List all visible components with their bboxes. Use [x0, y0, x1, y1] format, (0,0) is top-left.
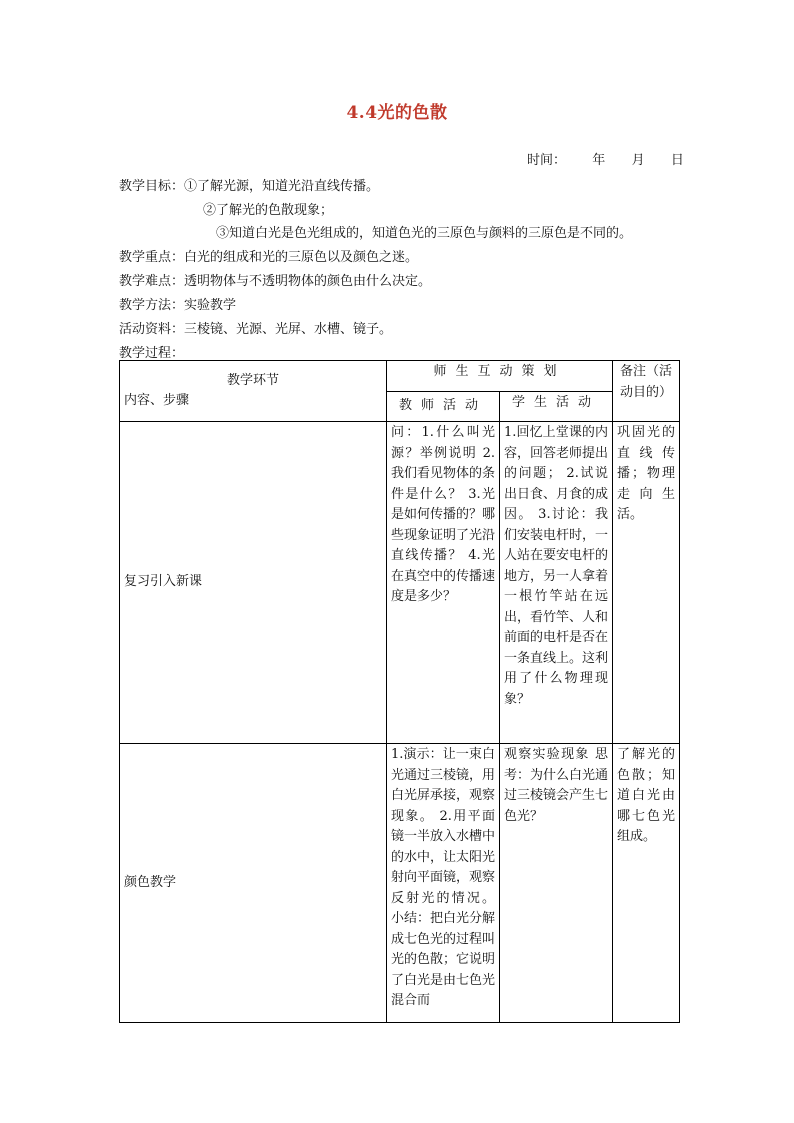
stage-cell: 颜色教学: [120, 744, 387, 1023]
remark-cell: 了解光的色散；知道白光由哪七色光组成。: [613, 744, 680, 1023]
teacher-header: 教师活动: [387, 391, 500, 422]
student-activity-cell: 1.回忆上堂课的内容，回答老师提出的问题； 2.试说出日食、月食的成因。 3.讨论：我们安装电杆时，一人站在要安电杆的地方，另一人拿着一根竹竿站在远出，看竹竿、人和前面的电杆是否在一条直线上。这利用了什么物理现象？: [500, 422, 613, 744]
difficulty-label: 教学难点：: [119, 274, 185, 289]
date-day: 日: [670, 153, 684, 168]
remark-header: 备注（活动目的）: [613, 361, 680, 422]
materials-label: 活动资料：: [119, 322, 185, 337]
interaction-header: 师生互动策划: [387, 361, 613, 392]
key-point-text: 白光的组成和光的三原色以及颜色之迷。: [184, 250, 419, 265]
date-label: 时间：: [527, 153, 567, 168]
table-row: [120, 744, 680, 1023]
key-point-label: 教学重点：: [119, 250, 185, 265]
student-header: 学生活动: [500, 391, 613, 422]
stage-header-cell: [120, 361, 387, 422]
method-label: 教学方法：: [119, 298, 185, 313]
date-line: [527, 149, 684, 168]
page-title: 4.4光的色散: [346, 103, 448, 123]
goal-item-2: ②了解光的色散现象；: [203, 203, 334, 218]
method-text: 实验教学: [184, 298, 237, 313]
stage-header-line-1: 教学环节: [226, 372, 279, 388]
process-label: 教学过程：: [119, 346, 185, 361]
teacher-activity-cell: 1.演示：让一束白光通过三棱镜，用白光屏承接，观察现象。 2.用平面镜一半放入水槽中的水中，让太阳光射向平面镜，观察反射光的情况。 小结：把白光分解成七色光的过程叫光的色散；它说明了白光是由七色光混合而: [387, 744, 500, 1023]
student-activity-cell: 观察实验现象 思考：为什么白光通过三棱镜会产生七色光？: [500, 744, 613, 1023]
table-row: [120, 422, 680, 744]
stage-header-line-2: 内容、步骤: [124, 393, 190, 408]
remark-cell: 巩固光的直线传播；物理走向生活。: [613, 422, 680, 744]
date-month: 月: [631, 153, 645, 168]
date-year: 年: [592, 153, 606, 168]
table-header-row-1: [120, 361, 680, 392]
teacher-activity-cell: 问：1.什么叫光源？举例说明 2.我们看见物体的条件是什么？ 3.光是如何传播的？哪些现象证明了光沿直线传播？ 4.光在真空中的传播速度是多少？: [387, 422, 500, 744]
goals-label: 教学目标：: [119, 179, 185, 194]
goals-line-1: [119, 175, 379, 194]
key-point-line: [119, 246, 418, 265]
difficulty-text: 透明物体与不透明物体的颜色由什么决定。: [184, 274, 432, 289]
difficulty-line: [119, 270, 431, 289]
method-line: [119, 294, 236, 313]
materials-text: 三棱镜、光源、光屏、水槽、镜子。: [184, 322, 393, 337]
stage-cell: 复习引入新课: [120, 422, 387, 744]
materials-line: [119, 318, 392, 337]
goal-item-1: ①了解光源，知道光沿直线传播。: [184, 179, 380, 194]
lesson-plan-table: [119, 360, 680, 1023]
goal-item-3: ③知道白光是色光组成的，知道色光的三原色与颜料的三原色是不同的。: [216, 226, 633, 241]
